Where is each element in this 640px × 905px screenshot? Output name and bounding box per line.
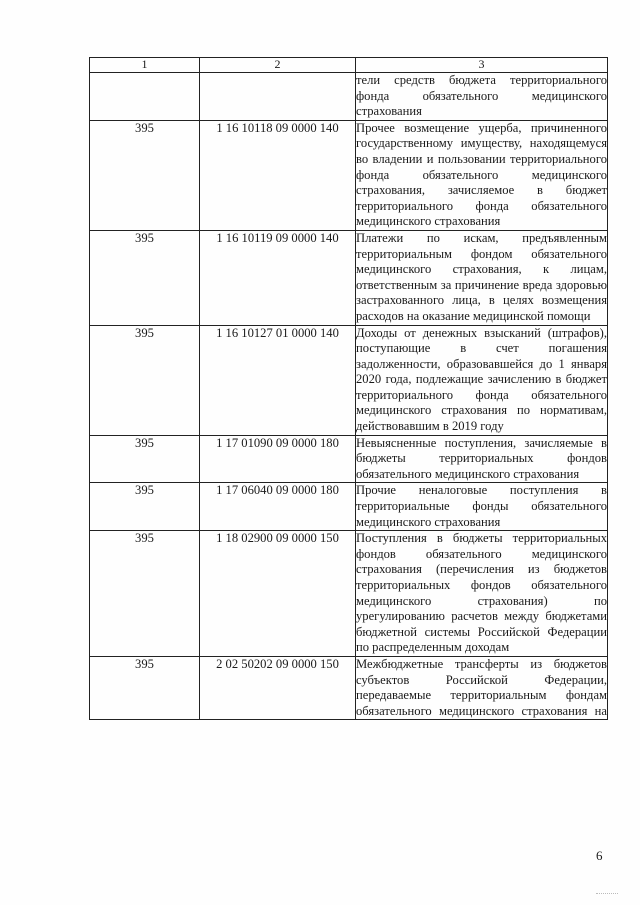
table-row <box>90 656 608 719</box>
budget-code-cell: 1 17 01090 09 0000 180 <box>200 435 356 483</box>
budget-code-cell: 1 16 10127 01 0000 140 <box>200 325 356 435</box>
admin-code-cell: 395 <box>90 230 200 325</box>
table-row <box>90 435 608 483</box>
description-cell: Прочее возмещение ущерба, причиненного государственному имуществу, находящемуся во владении и пользовании территориального фонда обязательного медицинского страхования, зачисляемое в бюджет территориального фонда обязательного медицинского страхования <box>356 120 608 230</box>
revenue-codes-table <box>89 57 608 720</box>
description-cell: Поступления в бюджеты территориальных фондов обязательного медицинского страхования (перечисления из бюджетов территориальных фондов обязательного медицинского страхования) по урегулированию расчетов между бюджетами бюджетной системы Российской Федерации по распределенным доходам <box>356 531 608 657</box>
description-cell: Невыясненные поступления, зачисляемые в бюджеты территориальных фондов обязательного медицинского страхования <box>356 435 608 483</box>
page-number: 6 <box>596 848 603 863</box>
admin-code-cell <box>90 73 200 121</box>
column-header-2: 2 <box>200 58 356 73</box>
header-row <box>90 58 608 73</box>
budget-code-cell: 1 18 02900 09 0000 150 <box>200 531 356 657</box>
budget-code-cell: 2 02 50202 09 0000 150 <box>200 656 356 719</box>
table-row <box>90 325 608 435</box>
table-header <box>90 58 608 73</box>
table-row <box>90 531 608 657</box>
budget-code-cell: 1 17 06040 09 0000 180 <box>200 483 356 531</box>
description-cell: Доходы от денежных взысканий (штрафов), поступающие в счет погашения задолженности, образовавшейся до 1 января 2020 года, подлежащие зачислению в бюджет территориального фонда обязательного медицинского страхования по нормативам, действовавшим в 2019 году <box>356 325 608 435</box>
admin-code-cell: 395 <box>90 325 200 435</box>
description-cell: Межбюджетные трансферты из бюджетов субъектов Российской Федерации, передаваемые территориальным фондам обязательного медицинского страхования на <box>356 656 608 719</box>
scan-artifact <box>596 893 618 897</box>
budget-code-cell <box>200 73 356 121</box>
column-header-3: 3 <box>356 58 608 73</box>
description-cell: Платежи по искам, предъявленным территориальным фондом обязательного медицинского страхования, к лицам, ответственным за причинение вреда здоровью застрахованного лица, в целях возмещения расходов на оказание медицинской помощи <box>356 230 608 325</box>
table-row <box>90 230 608 325</box>
admin-code-cell: 395 <box>90 120 200 230</box>
admin-code-cell: 395 <box>90 483 200 531</box>
table-row <box>90 73 608 121</box>
budget-code-cell: 1 16 10119 09 0000 140 <box>200 230 356 325</box>
table-row <box>90 120 608 230</box>
description-cell: Прочие неналоговые поступления в территориальные фонды обязательного медицинского страхования <box>356 483 608 531</box>
admin-code-cell: 395 <box>90 656 200 719</box>
budget-code-cell: 1 16 10118 09 0000 140 <box>200 120 356 230</box>
table-body <box>90 73 608 720</box>
admin-code-cell: 395 <box>90 531 200 657</box>
table-row <box>90 483 608 531</box>
column-header-1: 1 <box>90 58 200 73</box>
description-cell: тели средств бюджета территориального фонда обязательного медицинского страхования <box>356 73 608 121</box>
admin-code-cell: 395 <box>90 435 200 483</box>
